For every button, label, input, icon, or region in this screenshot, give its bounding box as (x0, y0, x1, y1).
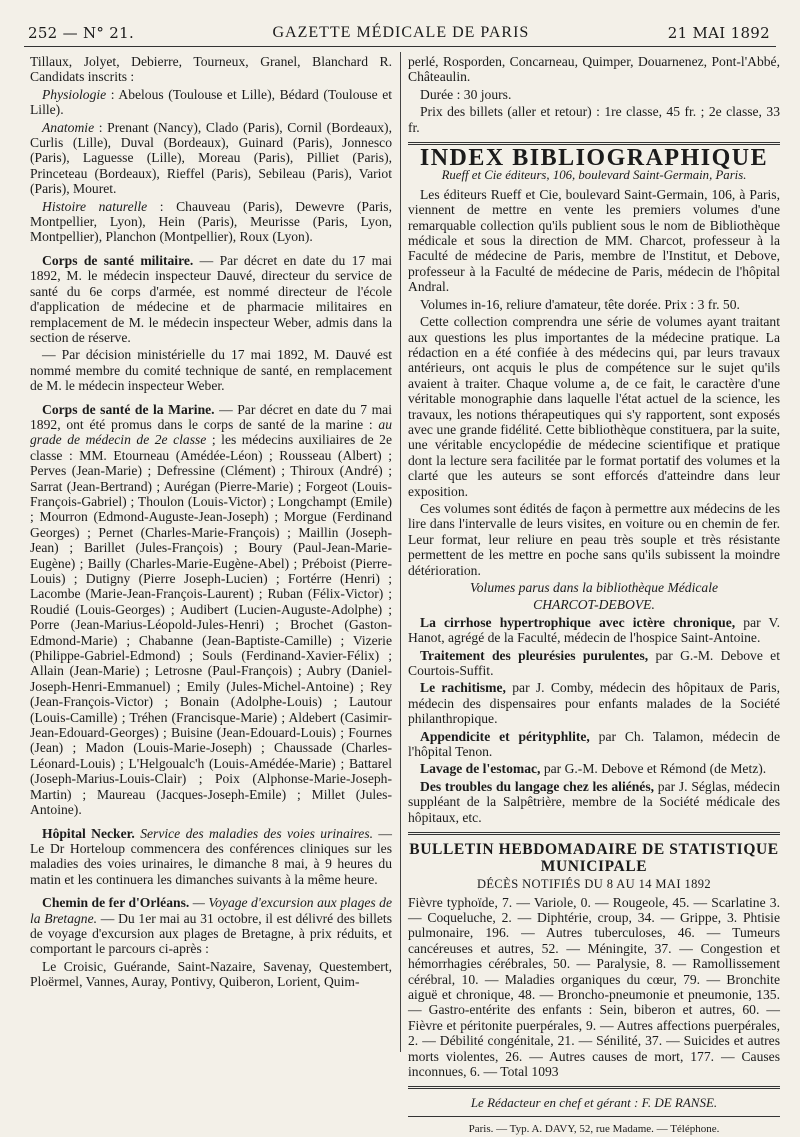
book-author: par J. Séglas, médecin suppléant de la Salpêtrière, membre de la Société médicale des hôpitaux, etc. (408, 778, 780, 825)
book-author: par G.-M. Debove et Courtois-Suffit. (408, 647, 780, 679)
paragraph: Cette collection comprendra une série de volumes ayant traitant aux questions les plus importantes de la médecine pratique. La rédaction en a été confiée à des médecins qui, par leurs travaux antérieurs, ont acquis le plus de compétence sur le sujet qu'ils avaient à traiter. Chaque volume a, de ce fait, le caractère d'une véritable monographie dans laquelle l'état actuel de la science, les travaux, les notions thérapeutiques qui s'y rapportent, sont exposés avec une grande fidélité. Cette bibliothèque constituera, par la suite, une véritable encyclopédie de médecine scientifique et pratique dont la lecture sera facilitée par le format portatif des volumes et la clarté que les auteurs se sont efforcés d'atteindre dans leur exposition. (408, 314, 780, 499)
bulletin-title-2: MUNICIPALE (540, 858, 648, 876)
bulletin-statistics: Fièvre typhoïde, 7. — Variole, 0. — Rougeole, 45. — Scarlatine 3. — Coqueluche, 2. — Diphtérie, croup, 34. — Grippe, 3. Phtisie pulmonaire, 196. — Autres tuberculoses, 46. — Tumeurs cancéreuses et autres, 52. — Méningite, 37. — Congestion et hémorrhagies cérébrales, 50. — Paralysie, 8. — Ramollissement cérébral, 10. — Maladies organiques du cœur, 79. — Bronchite aiguë et chronique, 48. — Broncho-pneumonie et pneumonie, 135. — Gastro-entérite des enfants : Sein, biberon et autres, 60. — Fièvre et péritonite puerpérales, 9. — Autres affections puerpérales, 2. — Débilité congénitale, 21. — Sénilité, 37. — Suicides et autres morts violentes, 26. — Autres causes de mort, 177. — Causes inconnues, 6. — Total 1093 (408, 894, 780, 1079)
italic-text: au grade de médecin de 2e classe (30, 416, 392, 448)
subject-label: Anatomie (42, 119, 95, 135)
section-title: Chemin de fer d'Orléans. (42, 895, 190, 911)
volumes-heading: Volumes parus dans la bibliothèque Médicale (469, 580, 719, 595)
paragraph-text: ; les médecins auxiliaires de 2e classe : MM. Etourneau (Amédée-Léon) ; Rousseau (Albert) ; Perves (Jean-Marie) ; Defressine (Clément) ; Thiroux (André) ; Sarrat (Jean-Bertrand) ; Aurégan (Pierre-Marie) ; Forgeot (Louis-François-Gabriel) ; Thoulon (Louis-Victor) ; Longchampt (Emile) ; Mourron (Edmond-Auguste-Jean-Joseph) ; Morgue (Ferdinand Georges) ; Pernet (Charles-Marie-François) ; Maillin (Joseph-Jean) ; Barillet (Jules-François) ; Boury (Paul-Jean-Marie-Eugène) ; Bailly (Charles-Marie-Eugène-Abel) ; Préboist (Pierre-Louis) ; Dutigny (Pierre Joseph-Lucien) ; Fortérre (Henri) ; Lacombe (Marie-Jean-François-Laurent) ; Ruban (Félix-Victor) ; Roudié (Louis-Georges) ; Audibert (Lucien-Auguste-Adolphe) ; Porre (Jean-Marius-Léopold-Jules-Henri) ; Brochet (Gaston-Edmond-Marie) ; Chabanne (Jean-Baptiste-Camille) ; Vizerie (Philippe-Gabriel-Edmond) ; Souls (Ferdinand-Xavier-Félix) ; Allain (Jean-Marie) ; Letrosne (Paul-François) ; Aubry (Daniel-Joseph-Henri-Emmanuel) ; Emily (Jules-Michel-Antoine) ; Rey (Jean-François-Victor) ; Bonain (Adolphe-Louis) ; Lautour (Louis-Camille) ; Tréhen (Francisque-Marie) ; Aldebert (Casimir-Jean-Edouard-Georges) ; Buisine (Jean-Edouard-Louis) ; Fournes (Jean) ; Madon (Louis-Marie-Joseph) ; Chaussade (Charles-Léonard-Louis) ; L'Helgoualc'h (Louis-Amédée-Marie) ; Battarel (Joseph-Marius-Louis-Clair) ; Poix (Alphonse-Marie-Joseph-Martin) ; Maureau (Jacques-Joseph-Emile) ; Millet (Jules-Antoine). (30, 432, 392, 818)
bulletin-title: BULLETIN HEBDOMADAIRE DE STATISTIQUE (409, 841, 779, 859)
paragraph-text: : Abelous (Toulouse et Lille), Bédard (Toulouse et Lille). (30, 86, 392, 118)
paragraph (30, 895, 392, 957)
header-rule (24, 46, 776, 47)
index-title: INDEX BIBLIOGRAPHIQUE (419, 145, 769, 172)
book-author: par V. Hanot, agrégé de la Faculté, médecin de l'hospice Saint-Antoine. (408, 614, 780, 646)
bulletin-subtitle: DÉCÈS NOTIFIÉS DU 8 AU 14 MAI 1892 (476, 877, 712, 892)
book-title: Des troubles du langage chez les aliénés, (420, 778, 655, 794)
paragraph (30, 199, 392, 245)
page-header (28, 12, 770, 42)
paragraph: Le Croisic, Guérande, Saint-Nazaire, Savenay, Questembert, Ploërmel, Vannes, Auray, Pontivy, Quiberon, Lorient, Quim- (30, 958, 392, 990)
page-number: 252 — N° 21. (28, 24, 135, 42)
book-title: Traitement des pleurésies purulentes, (420, 647, 649, 663)
issue-date: 21 MAI 1892 (667, 24, 770, 42)
book-entry (408, 680, 780, 726)
paragraph: Ces volumes sont édités de façon à permettre aux médecins de les lire dans l'intervalle de leurs visites, en voiture ou en chemin de fer. Leur format, leur reliure en peau très souple et très résistante permettent de les mettre en poche sans qu'ils subissent la moindre détérioration. (408, 500, 780, 578)
book-entry (408, 761, 780, 776)
book-title: Le rachitisme, (420, 680, 506, 696)
italic-text: Service des maladies des voies urinaires. (134, 825, 374, 841)
section-separator (408, 832, 780, 835)
book-author: par J. Comby, médecin des hôpitaux de Paris, médecin des dispensaires pour enfants malades de la Société philanthropique. (408, 680, 780, 727)
book-entry (408, 648, 780, 679)
book-title: Lavage de l'estomac, (420, 761, 541, 777)
paragraph (30, 826, 392, 888)
footer-rule (408, 1116, 780, 1117)
paragraph: Volumes in-16, reliure d'amateur, tête dorée. Prix : 3 fr. 50. (420, 296, 740, 312)
section-title: Corps de santé militaire. (42, 252, 194, 268)
book-author: par G.-M. Debove et Rémond (de Metz). (540, 761, 767, 777)
collection-name: CHARCOT-DEBOVE. (533, 597, 655, 613)
section-separator (408, 1086, 780, 1089)
paragraph-text: : Prenant (Nancy), Clado (Paris), Cornil (Bordeaux), Curlis (Lille), Duval (Bordeaux), Guinard (Paris), Jonnesco (Paris), Laguesse (Lille), Moreau (Paris), Pilliet (Paris), Princeteau (Bordeaux), Rieffel (Paris), Sebileau (Paris), Variot (Paris), Mouret. (30, 119, 392, 197)
paragraph (30, 120, 392, 197)
paragraph (30, 253, 392, 345)
paragraph-text: — Le Dr Horteloup commencera des conférences cliniques sur les maladies des voies urinaires, le dimanche 8 mai, à 9 heures du matin et les continuera les dimanches suivants à la même heure. (30, 825, 393, 887)
book-entry (408, 729, 780, 760)
book-title: Appendicite et pérityphlite, (420, 728, 590, 744)
book-entry (408, 615, 780, 646)
italic-text: — Voyage d'excursion aux plages de la Bretagne. (30, 895, 392, 926)
journal-title: GAZETTE MÉDICALE DE PARIS (272, 24, 530, 41)
section-title: Corps de santé de la Marine. (42, 401, 215, 417)
paragraph-text: — Du 1er mai au 31 octobre, il est délivré des billets de voyage d'excursion aux plages de Bretagne, à prix réduits, et comportant le parcours ci-après : (30, 910, 392, 957)
right-column (408, 54, 780, 1137)
paragraph: perlé, Rosporden, Concarneau, Quimper, Douarnenez, Pont-l'Abbé, Châteaulin. (408, 54, 780, 85)
book-entry (408, 779, 780, 825)
paragraph: Prix des billets (aller et retour) : 1re classe, 45 fr. ; 2e classe, 33 fr. (408, 104, 780, 135)
index-subtitle: Rueff et Cie éditeurs, 106, boulevard Saint-Germain, Paris. (441, 168, 747, 183)
book-title: La cirrhose hypertrophique avec ictère chronique, (420, 614, 736, 630)
paragraph: Tillaux, Jolyet, Debierre, Tourneux, Granel, Blanchard R. Candidats inscrits : (30, 54, 392, 85)
paragraph-text: — Par décret en date du 17 mai 1892, M. le médecin inspecteur Dauvé, directeur du service de santé du 6e corps d'armée, est nommé directeur de l'école d'application de médecine et de pharmacie militaires en remplacement de M. le médecin inspecteur Weber, admis dans la section de réserve. (30, 252, 392, 345)
paragraph (30, 402, 392, 818)
subject-label: Physiologie (42, 86, 107, 102)
paragraph: Durée : 30 jours. (420, 86, 512, 102)
paragraph: Les éditeurs Rueff et Cie, boulevard Saint-Germain, 106, à Paris, viennent de mettre en vente les premiers volumes d'une remarquable collection qu'ils publient sous le nom de Bibliothèque médicale et sous la direction de MM. Charcot, professeur à la Faculté de médecine de Paris, membre de l'Institut, et Debove, professeur à la Faculté de médecine de Paris, médecin de l'hôpital Andral. (408, 186, 780, 295)
subject-label: Histoire naturelle (42, 198, 148, 214)
paragraph (30, 87, 392, 118)
editor-credit: Le Rédacteur en chef et gérant : F. DE RANSE. (470, 1095, 718, 1111)
book-author: par Ch. Talamon, médecin de l'hôpital Tenon. (408, 728, 780, 760)
section-title: Hôpital Necker. (42, 825, 135, 841)
left-column (30, 54, 392, 992)
column-divider (400, 52, 401, 1052)
paragraph-text: — Par décret en date du 7 mai 1892, ont été promus dans le corps de santé de la marine : (30, 401, 392, 432)
printer-credit: Paris. — Typ. A. DAVY, 52, rue Madame. — Téléphone. (468, 1122, 720, 1135)
paragraph-text: : Chauveau (Paris), Dewevre (Paris, Montpellier, Lyon), Hein (Paris), Meurisse (Paris, Lyon, Montpellier), Planchon (Montpellier), Roux (Lyon). (30, 198, 392, 245)
paragraph: — Par décision ministérielle du 17 mai 1892, M. Dauvé est nommé membre du comité technique de santé, en remplacement de M. le médecin inspecteur Weber. (30, 347, 392, 394)
